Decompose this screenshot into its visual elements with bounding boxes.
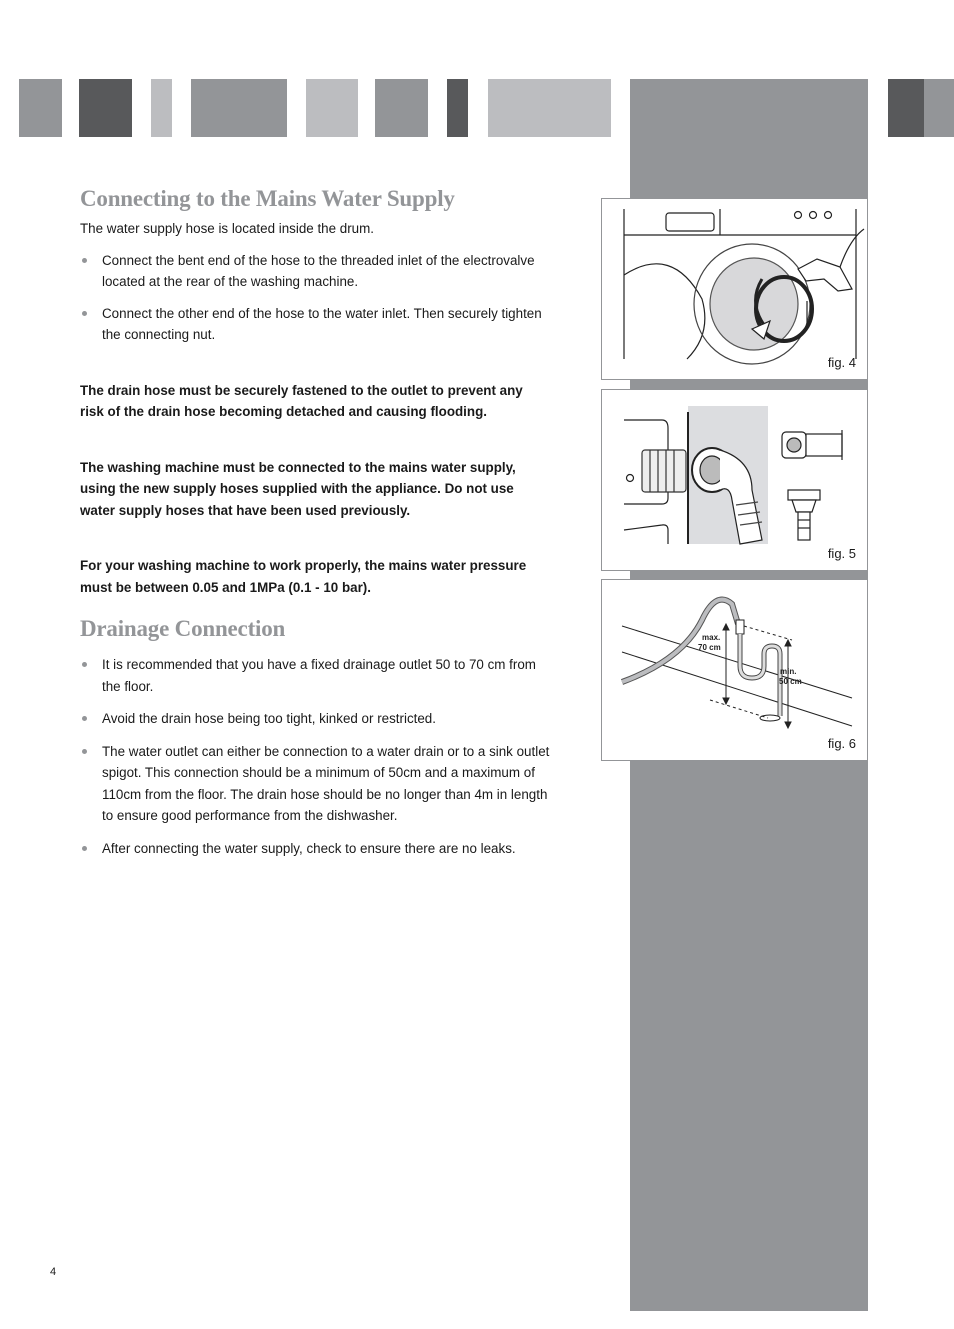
figure-5-label: fig. 5: [827, 546, 856, 561]
header-block: [151, 79, 172, 137]
header-block: [306, 79, 358, 137]
header-block: [488, 79, 611, 137]
figure-4: [601, 198, 868, 380]
figure-4-label: fig. 4: [827, 355, 856, 370]
list-item: Avoid the drain hose being too tight, kinked or restricted.: [80, 708, 550, 730]
warning-drain-hose: The drain hose must be securely fastened to the outlet to prevent any risk of the drain hose becoming detached and causing flooding.: [80, 382, 523, 419]
main-content: [80, 186, 550, 859]
min-height-label-line2: 50 cm: [779, 677, 802, 686]
header-block: [79, 79, 132, 137]
header-block: [447, 79, 468, 137]
header-block: [19, 79, 62, 137]
max-height-label-line2: 70 cm: [698, 643, 721, 652]
list-item: After connecting the water supply, check to ensure there are no leaks.: [80, 838, 550, 860]
list-item: The water outlet can either be connection to a water drain or to a sink outlet spigot. This connection should be a minimum of 50cm and a maximum of 110cm from the floor. The drain hose should be no longer than 4m in length to ensure good performance from the dishwasher.: [80, 741, 550, 827]
drainage-bullet-list: [80, 654, 550, 859]
header-block: [191, 79, 287, 137]
page-number: 4: [50, 1266, 57, 1278]
warning-new-hoses: The washing machine must be connected to the mains water supply, using the new supply hoses supplied with the appliance. Do not use water supply hoses that have been used previously.: [80, 459, 516, 518]
hose-connection-illustration: [602, 390, 867, 570]
figure-5: [601, 389, 868, 571]
header-block: [375, 79, 428, 137]
list-item: Connect the other end of the hose to the water inlet. Then securely tighten the connecting nut.: [80, 303, 550, 346]
warning-water-pressure: For your washing machine to work properly, the mains water pressure must be between 0.05 and 1MPa (0.1 - 10 bar).: [80, 558, 527, 595]
figure-6-label: fig. 6: [827, 736, 856, 751]
max-height-label-line1: max.: [702, 633, 721, 642]
mains-intro: The water supply hose is located inside the drum.: [80, 221, 375, 236]
list-item: Connect the bent end of the hose to the threaded inlet of the electrovalve located at the rear of the washing machine.: [80, 250, 550, 293]
mains-section-title: Connecting to the Mains Water Supply: [80, 186, 455, 211]
header-block: [924, 79, 954, 137]
figure-6: [601, 579, 868, 761]
washing-machine-illustration: [602, 199, 867, 379]
mains-bullet-list: [80, 250, 550, 346]
list-item: It is recommended that you have a fixed drainage outlet 50 to 70 cm from the floor.: [80, 654, 550, 697]
min-height-label-line1: min.: [780, 667, 797, 676]
drainage-section-title: Drainage Connection: [80, 616, 286, 641]
header-block: [888, 79, 924, 137]
drain-hose-height-diagram: [602, 580, 867, 760]
